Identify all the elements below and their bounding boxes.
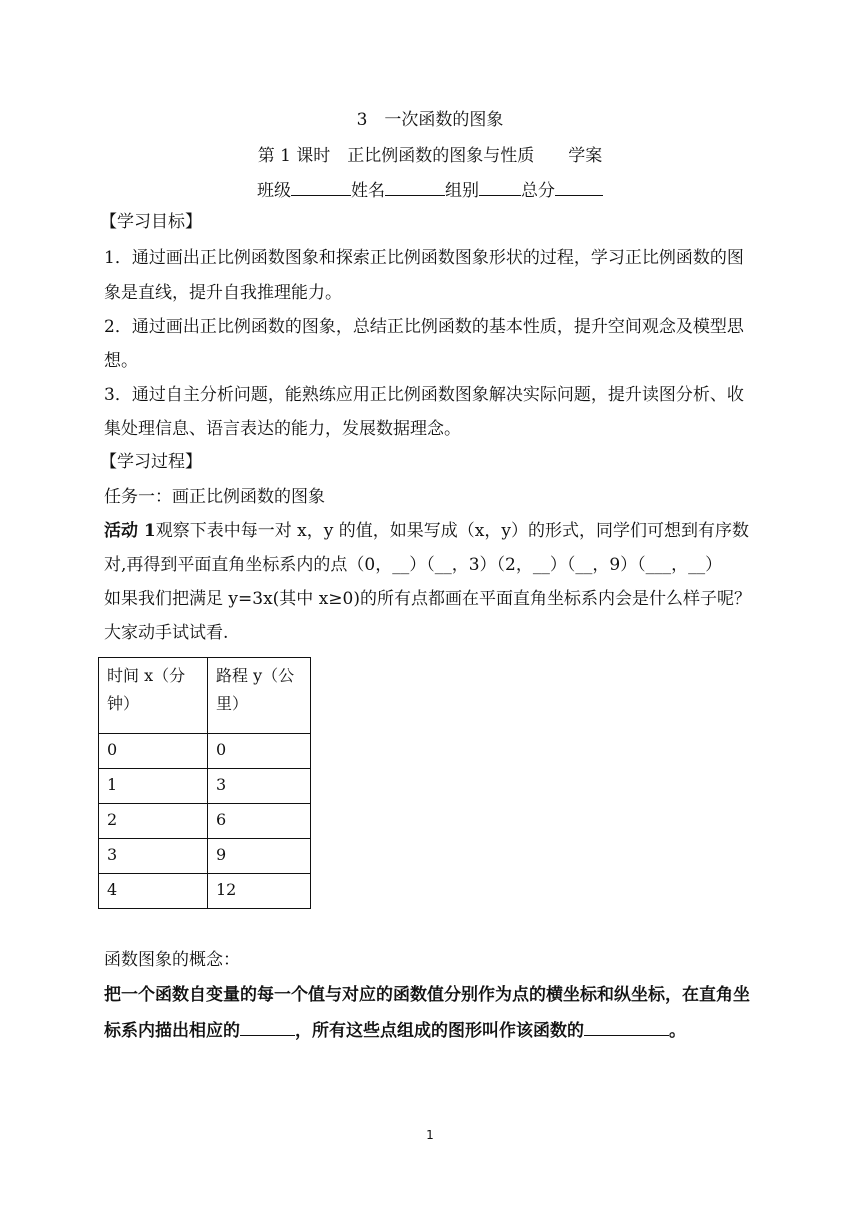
activity-line-2: 对,再得到平面直角坐标系内的点（0，__）（__，3）（2，__）（__，9）（___，__） — [104, 555, 723, 575]
table-row — [99, 874, 311, 909]
header-line: 路程 y（公 — [216, 666, 295, 685]
concept-line-2 — [104, 1017, 686, 1043]
score-label: 总分 — [521, 181, 555, 201]
table-cell: 3 — [208, 769, 311, 804]
concept-heading: 函数图象的概念： — [104, 950, 240, 970]
activity-label: 活动 1 — [104, 521, 156, 541]
table-row — [99, 734, 311, 769]
objective-line: 集处理信息、语言表达的能力，发展数据理念。 — [104, 419, 461, 439]
table-row — [99, 839, 311, 874]
header-line: 时间 x（分 — [107, 666, 186, 685]
process-heading: 【学习过程】 — [100, 452, 202, 472]
table-header-cell — [99, 658, 208, 734]
name-blank[interactable] — [385, 177, 445, 196]
objective-line: 2．通过画出正比例函数的图象，总结正比例函数的基本性质，提升空间观念及模型思 — [104, 317, 744, 337]
time-distance-table — [98, 657, 311, 909]
objective-line: 3．通过自主分析问题，能熟练应用正比例函数图象解决实际问题，提升读图分析、收 — [104, 385, 744, 405]
concept-text-a: 标系内描出相应的 — [104, 1021, 240, 1041]
activity-text: 观察下表中每一对 x，y 的值，如果写成（x，y）的形式，同学们可想到有序数 — [155, 521, 749, 541]
table-row — [99, 804, 311, 839]
table-cell: 4 — [99, 874, 208, 909]
table-cell: 12 — [208, 874, 311, 909]
table-cell: 6 — [208, 804, 311, 839]
table-row — [99, 769, 311, 804]
concept-line-1: 把一个函数自变量的每一个值与对应的函数值分别作为点的横坐标和纵坐标，在直角坐 — [104, 985, 750, 1005]
group-label: 组别 — [445, 181, 479, 201]
objective-line: 1．通过画出正比例函数图象和探索正比例函数图象形状的过程，学习正比例函数的图 — [104, 248, 744, 268]
concept-text-b: ，所有这些点组成的图形叫作该函数的 — [295, 1021, 584, 1041]
name-label: 姓名 — [351, 181, 385, 201]
table-cell: 1 — [99, 769, 208, 804]
activity-line-3: 如果我们把满足 y=3x(其中 x≥0)的所有点都画在平面直角坐标系内会是什么样子呢？ — [104, 589, 751, 609]
concept-text-c: 。 — [669, 1021, 686, 1041]
header-line: 里） — [216, 694, 249, 713]
document-subtitle: 第 1 课时 正比例函数的图象与性质 学案 — [257, 146, 603, 166]
task1-heading: 任务一：画正比例函数的图象 — [104, 487, 325, 507]
table-cell: 2 — [99, 804, 208, 839]
table-header-cell — [208, 658, 311, 734]
class-label: 班级 — [257, 181, 291, 201]
activity-line-1 — [104, 519, 749, 543]
score-blank[interactable] — [555, 177, 603, 196]
document-title: 3 一次函数的图象 — [356, 110, 504, 130]
group-blank[interactable] — [479, 177, 521, 196]
table-cell: 3 — [99, 839, 208, 874]
page-number: 1 — [426, 1128, 434, 1142]
class-blank[interactable] — [291, 177, 351, 196]
header-line: 钟） — [107, 694, 140, 713]
objectives-heading: 【学习目标】 — [100, 212, 202, 232]
table-header-row — [99, 658, 311, 734]
class-info-line — [0, 177, 860, 203]
table-cell: 9 — [208, 839, 311, 874]
objective-line: 象是直线，提升自我推理能力。 — [104, 283, 342, 303]
objective-line: 想。 — [104, 351, 138, 371]
activity-line-4: 大家动手试试看. — [104, 623, 229, 643]
table-cell: 0 — [99, 734, 208, 769]
concept-blank-graph[interactable] — [584, 1017, 669, 1036]
table-cell: 0 — [208, 734, 311, 769]
concept-blank-points[interactable] — [240, 1017, 295, 1036]
